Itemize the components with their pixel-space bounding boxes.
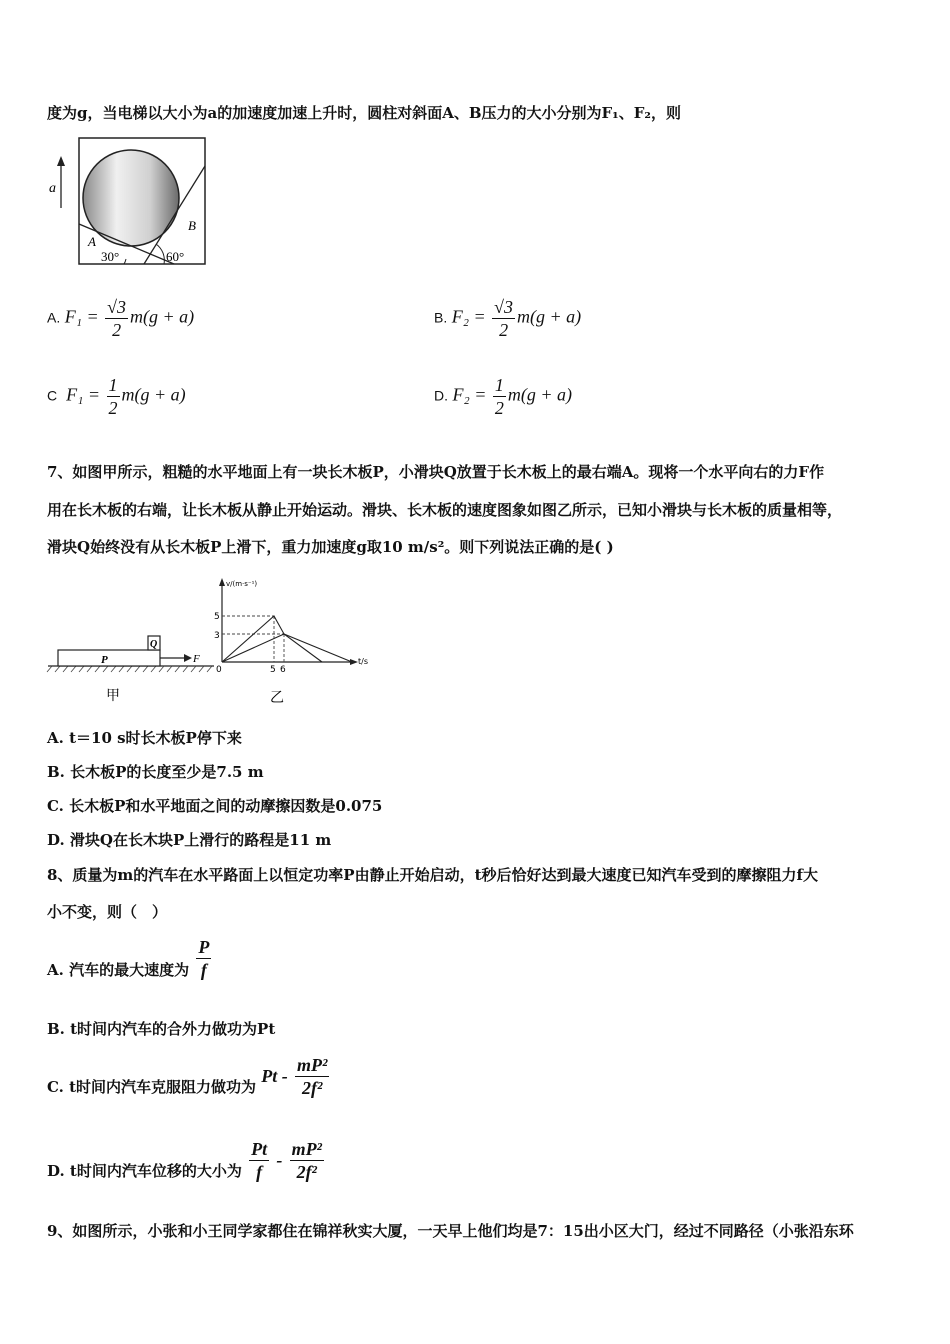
a-label: a [49, 181, 56, 196]
q9-line1: 9、如图所示，小张和小王同学家都住在锦祥秋实大厦，一天早上他们均是7：15出小区大门，经过不同路径（小张沿东环 [47, 1222, 854, 1240]
q8-option-b: B. t时间内汽车的合外力做功为Pt [47, 1020, 276, 1038]
q6-option-a: A. F₁ = $\frac{√3}{2}$ m(g + a) [47, 297, 195, 340]
q7-option-c: C. 长木板P和水平地面之间的动摩擦因数是0.075 [47, 797, 383, 815]
q8-option-d: D. t时间内汽车位移的大小为 $\frac{Pt}{f}$ - $\frac{\text{mP²}}{\text{2f²}}$ [47, 1139, 322, 1182]
q6-option-d: D. F₂ = $\frac{1}{2}$ m(g + a) [434, 375, 573, 418]
yi-tick-y5: 5 [214, 612, 220, 622]
q6-intro: 度为g，当电梯以大小为a的加速度加速上升时，圆柱对斜面A、B压力的大小分别为F₁、F₂，则 [47, 104, 681, 122]
q7-line3: 滑块Q始终没有从长木板P上滑下，重力加速度g取10 m/s²。则下列说法正确的是( ) [47, 538, 614, 556]
q6-option-b: B. F₂ = $\frac{√3}{2}$ m(g + a) [434, 297, 582, 340]
q7-line1: 7、如图甲所示，粗糙的水平地面上有一块长木板P，小滑块Q放置于长木板上的最右端A。现将一个水平向右的力F作 [47, 463, 825, 481]
caption-jia: 甲 [106, 688, 120, 704]
yi-tick-x6: 6 [280, 665, 286, 675]
q6-figure [44, 136, 212, 268]
yi-ylabel: v/(m·s⁻¹) [226, 580, 258, 588]
P-label: P [101, 654, 108, 666]
angle-30: 30° [101, 249, 120, 264]
q8-option-a: A. 汽车的最大速度为 $\frac{P}{f}$ [47, 937, 210, 980]
Q-label: Q [150, 639, 158, 650]
q8-option-c: C. t时间内汽车克服阻力做功为 Pt - $\frac{\text{mP²}}{\text{2f²}}$ [47, 1055, 328, 1098]
q6-option-c: C F₁ = $\frac{1}{2}$ m(g + a) [47, 375, 186, 418]
q7-option-a: A. t＝10 s时长木板P停下来 [47, 729, 242, 747]
yi-tick-y3: 3 [214, 631, 220, 641]
q7-figure-yi [212, 576, 372, 708]
q7-line2: 用在长木板的右端，让长木板从静止开始运动。滑块、长木板的速度图象如图乙所示，已知小滑块与长木板的质量相等， [47, 501, 843, 519]
B-label: B [188, 218, 196, 233]
q7-option-b: B. 长木板P的长度至少是7.5 m [47, 763, 264, 781]
A-label: A [88, 234, 96, 249]
yi-tick-x5: 5 [270, 665, 276, 675]
caption-yi: 乙 [270, 690, 284, 706]
F-label: F [193, 653, 200, 665]
yi-xlabel: t/s [358, 657, 368, 666]
q8-line1: 8、质量为m的汽车在水平路面上以恒定功率P由静止开始启动，t秒后恰好达到最大速度已知汽车受到的摩擦阻力f大 [47, 866, 818, 884]
q7-figure-jia [46, 628, 216, 708]
angle-60: 60° [166, 249, 185, 264]
q8-line2: 小不变，则（ ） [47, 903, 168, 921]
yi-origin: 0 [216, 665, 222, 675]
q7-option-d: D. 滑块Q在长木块P上滑行的路程是11 m [47, 831, 332, 849]
